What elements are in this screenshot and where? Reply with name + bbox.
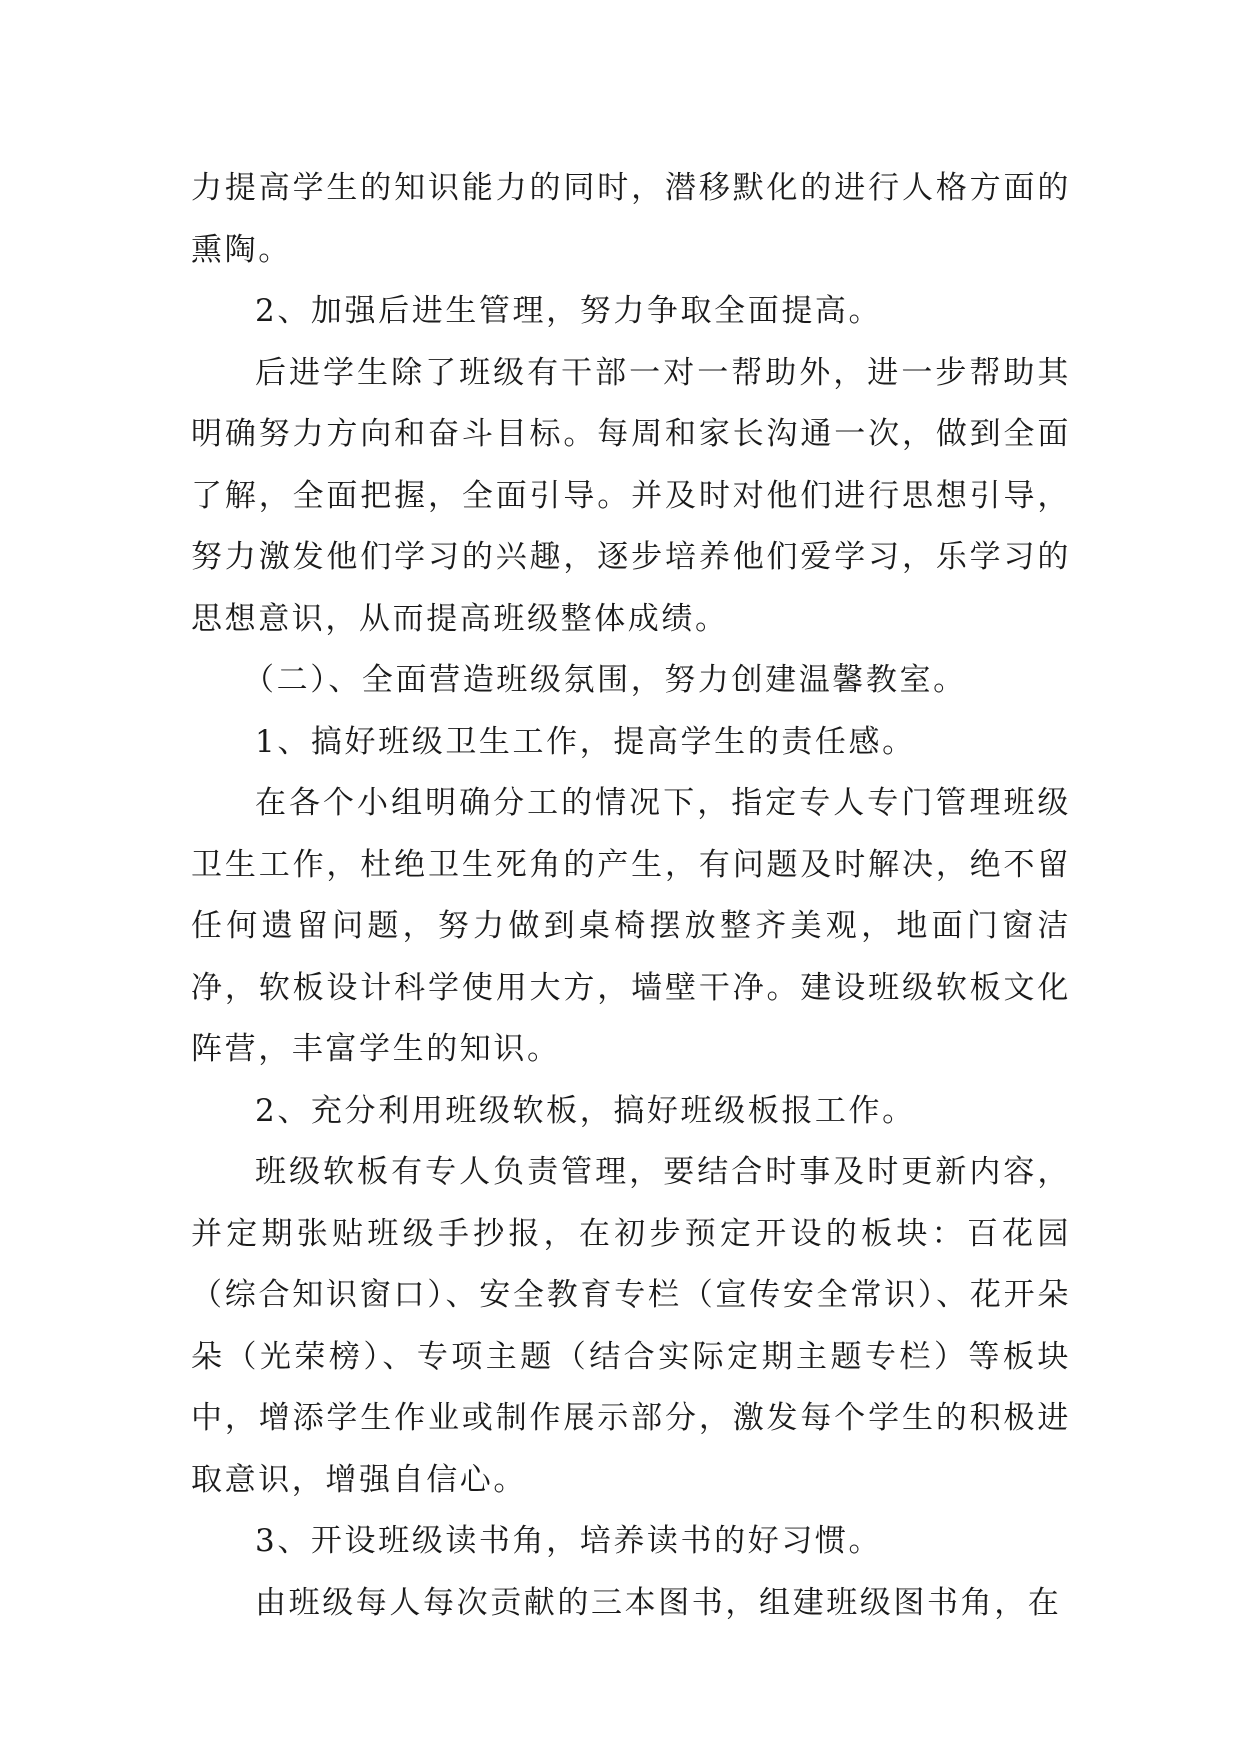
paragraph-class-board: 班级软板有专人负责管理，要结合时事及时更新内容，并定期张贴班级手抄报，在初步预定开设的板块：百花园（综合知识窗口）、安全教育专栏（宣传安全常识）、花开朵朵（光荣榜）、专项主题（结合实际定期主题专栏）等板块中，增添学生作业或制作展示部分，激发每个学生的积极进取意识，增强自信心。 <box>191 1154 1071 1498</box>
paragraph-reading-corner: 由班级每人每次贡献的三本图书，组建班级图书角，在 <box>255 1584 1062 1621</box>
paragraph-class-hygiene: 在各个小组明确分工的情况下，指定专人专门管理班级卫生工作，杜绝卫生死角的产生，有问题及时解决，绝不留任何遗留问题，努力做到桌椅摆放整齐美观，地面门窗洁净，软板设计科学使用大方，墙壁干净。建设班级软板文化阵营，丰富学生的知识。 <box>191 785 1071 1067</box>
paragraph-continuation: 力提高学生的知识能力的同时，潜移默化的进行人格方面的熏陶。 <box>191 170 1071 268</box>
subheading-class-hygiene: 1、搞好班级卫生工作，提高学生的责任感。 <box>255 723 916 760</box>
document-body <box>191 158 1071 1634</box>
paragraph-latecomer-support: 后进学生除了班级有干部一对一帮助外，进一步帮助其明确努力方向和奋斗目标。每周和家长沟通一次，做到全面了解，全面把握，全面引导。并及时对他们进行思想引导，努力激发他们学习的兴趣，逐步培养他们爱学习，乐学习的思想意识，从而提高班级整体成绩。 <box>191 354 1071 637</box>
section-heading-class-atmosphere: （二）、全面营造班级氛围，努力创建温馨教室。 <box>243 662 967 698</box>
subheading-latecomer-management: 2、加强后进生管理，努力争取全面提高。 <box>255 293 883 329</box>
subheading-class-board: 2、充分利用班级软板，搞好班级板报工作。 <box>255 1092 916 1129</box>
subheading-reading-corner: 3、开设班级读书角，培养读书的好习惯。 <box>255 1523 883 1559</box>
